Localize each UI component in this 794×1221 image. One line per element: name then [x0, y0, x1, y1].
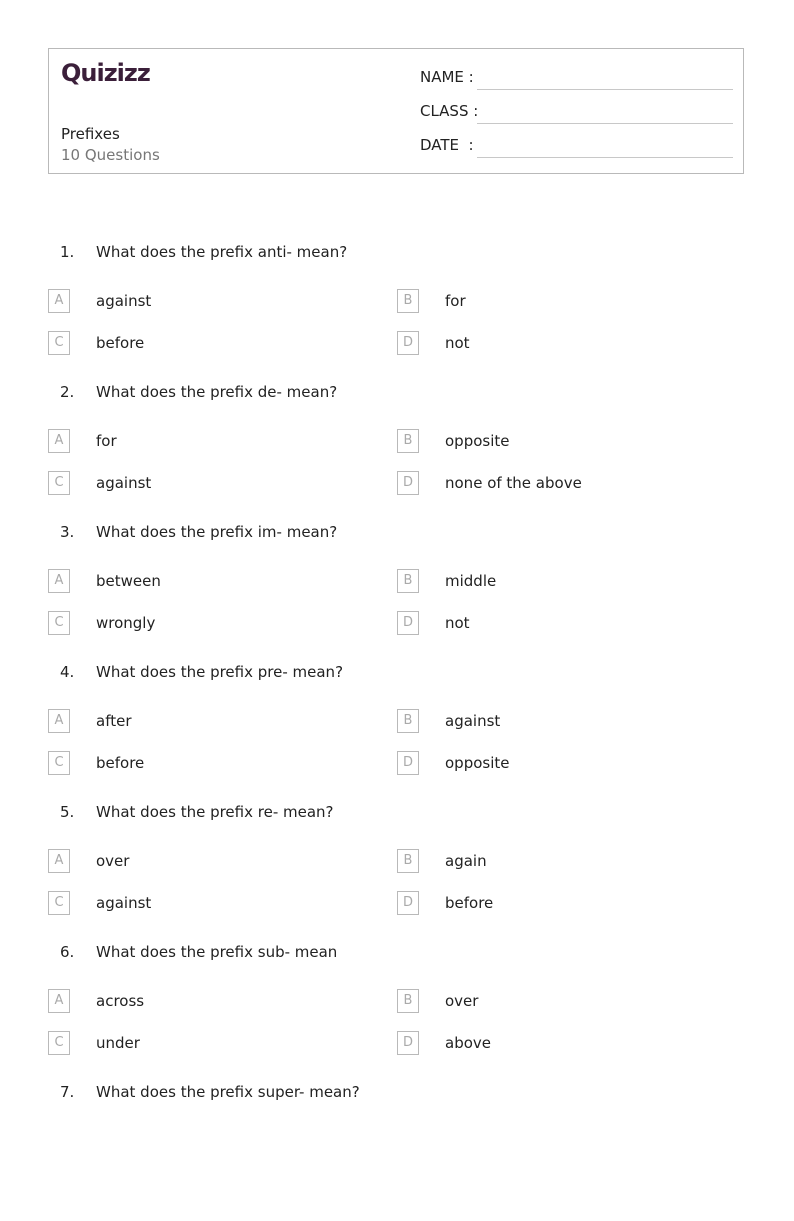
- answer-option[interactable]: [397, 569, 727, 593]
- worksheet-title: Prefixes: [61, 125, 120, 143]
- answer-option[interactable]: [48, 891, 378, 915]
- answer-option[interactable]: [397, 429, 727, 453]
- option-text: over: [445, 992, 479, 1010]
- option-text: above: [445, 1034, 491, 1052]
- date-label: DATE :: [420, 136, 474, 154]
- question-text: What does the prefix im- mean?: [96, 523, 338, 541]
- question-number: 1.: [60, 243, 75, 261]
- option-letter-box[interactable]: B: [397, 709, 419, 733]
- answer-option[interactable]: [397, 331, 727, 355]
- date-line: [477, 157, 733, 158]
- answer-option[interactable]: [397, 989, 727, 1013]
- option-letter-box[interactable]: D: [397, 891, 419, 915]
- answer-option[interactable]: [397, 709, 727, 733]
- answer-option[interactable]: [397, 849, 727, 873]
- option-text: over: [96, 852, 130, 870]
- option-letter-box[interactable]: C: [48, 611, 70, 635]
- option-letter-box[interactable]: C: [48, 1031, 70, 1055]
- option-letter-box[interactable]: B: [397, 989, 419, 1013]
- question-item: [48, 521, 748, 661]
- answer-option[interactable]: [397, 289, 727, 313]
- option-text: before: [96, 334, 145, 352]
- option-text: before: [445, 894, 494, 912]
- option-letter-box[interactable]: D: [397, 331, 419, 355]
- option-text: for: [445, 292, 466, 310]
- question-text: What does the prefix re- mean?: [96, 803, 334, 821]
- question-item: [48, 241, 748, 381]
- question-text: What does the prefix de- mean?: [96, 383, 338, 401]
- option-text: middle: [445, 572, 497, 590]
- answer-option[interactable]: [48, 289, 378, 313]
- option-letter-box[interactable]: D: [397, 1031, 419, 1055]
- answer-option[interactable]: [397, 1031, 727, 1055]
- class-line: [477, 123, 733, 124]
- option-letter-box[interactable]: A: [48, 709, 70, 733]
- question-number: 7.: [60, 1083, 75, 1101]
- option-letter-box[interactable]: D: [397, 611, 419, 635]
- worksheet-header: [48, 48, 744, 174]
- option-text: none of the above: [445, 474, 582, 492]
- option-text: not: [445, 334, 470, 352]
- question-item: [48, 801, 748, 941]
- answer-option[interactable]: [48, 709, 378, 733]
- answer-option[interactable]: [48, 1031, 378, 1055]
- question-item: [48, 381, 748, 521]
- option-letter-box[interactable]: A: [48, 289, 70, 313]
- answer-option[interactable]: [48, 611, 378, 635]
- name-label: NAME :: [420, 68, 474, 86]
- option-letter-box[interactable]: B: [397, 289, 419, 313]
- answer-option[interactable]: [48, 751, 378, 775]
- question-number: 6.: [60, 943, 75, 961]
- option-text: under: [96, 1034, 140, 1052]
- answer-option[interactable]: [48, 569, 378, 593]
- question-text: What does the prefix sub- mean: [96, 943, 338, 961]
- option-text: opposite: [445, 754, 510, 772]
- question-number: 5.: [60, 803, 75, 821]
- option-letter-box[interactable]: C: [48, 331, 70, 355]
- answer-option[interactable]: [397, 611, 727, 635]
- option-text: after: [96, 712, 132, 730]
- option-text: for: [96, 432, 117, 450]
- option-text: opposite: [445, 432, 510, 450]
- answer-option[interactable]: [48, 849, 378, 873]
- option-text: against: [96, 474, 152, 492]
- question-item: [48, 941, 748, 1081]
- question-text: What does the prefix super- mean?: [96, 1083, 360, 1101]
- option-letter-box[interactable]: D: [397, 471, 419, 495]
- answer-option[interactable]: [48, 989, 378, 1013]
- option-letter-box[interactable]: A: [48, 849, 70, 873]
- option-letter-box[interactable]: A: [48, 989, 70, 1013]
- class-label: CLASS :: [420, 102, 479, 120]
- option-text: not: [445, 614, 470, 632]
- option-text: again: [445, 852, 487, 870]
- option-letter-box[interactable]: B: [397, 429, 419, 453]
- question-number: 2.: [60, 383, 75, 401]
- question-number: 4.: [60, 663, 75, 681]
- option-text: against: [445, 712, 501, 730]
- question-text: What does the prefix anti- mean?: [96, 243, 348, 261]
- option-letter-box[interactable]: C: [48, 891, 70, 915]
- option-text: against: [96, 292, 152, 310]
- option-text: wrongly: [96, 614, 156, 632]
- option-letter-box[interactable]: B: [397, 569, 419, 593]
- quizizz-logo: Quizizz: [61, 59, 150, 87]
- answer-option[interactable]: [397, 751, 727, 775]
- question-item: [48, 1081, 748, 1221]
- option-text: between: [96, 572, 161, 590]
- option-letter-box[interactable]: C: [48, 471, 70, 495]
- question-text: What does the prefix pre- mean?: [96, 663, 344, 681]
- answer-option[interactable]: [48, 331, 378, 355]
- answer-option[interactable]: [48, 429, 378, 453]
- answer-option[interactable]: [397, 471, 727, 495]
- question-item: [48, 661, 748, 801]
- name-line: [477, 89, 733, 90]
- option-letter-box[interactable]: B: [397, 849, 419, 873]
- option-letter-box[interactable]: A: [48, 569, 70, 593]
- option-letter-box[interactable]: D: [397, 751, 419, 775]
- question-count: 10 Questions: [61, 146, 160, 164]
- answer-option[interactable]: [397, 891, 727, 915]
- option-letter-box[interactable]: A: [48, 429, 70, 453]
- answer-option[interactable]: [48, 471, 378, 495]
- question-number: 3.: [60, 523, 75, 541]
- option-letter-box[interactable]: C: [48, 751, 70, 775]
- option-text: against: [96, 894, 152, 912]
- option-text: across: [96, 992, 145, 1010]
- option-text: before: [96, 754, 145, 772]
